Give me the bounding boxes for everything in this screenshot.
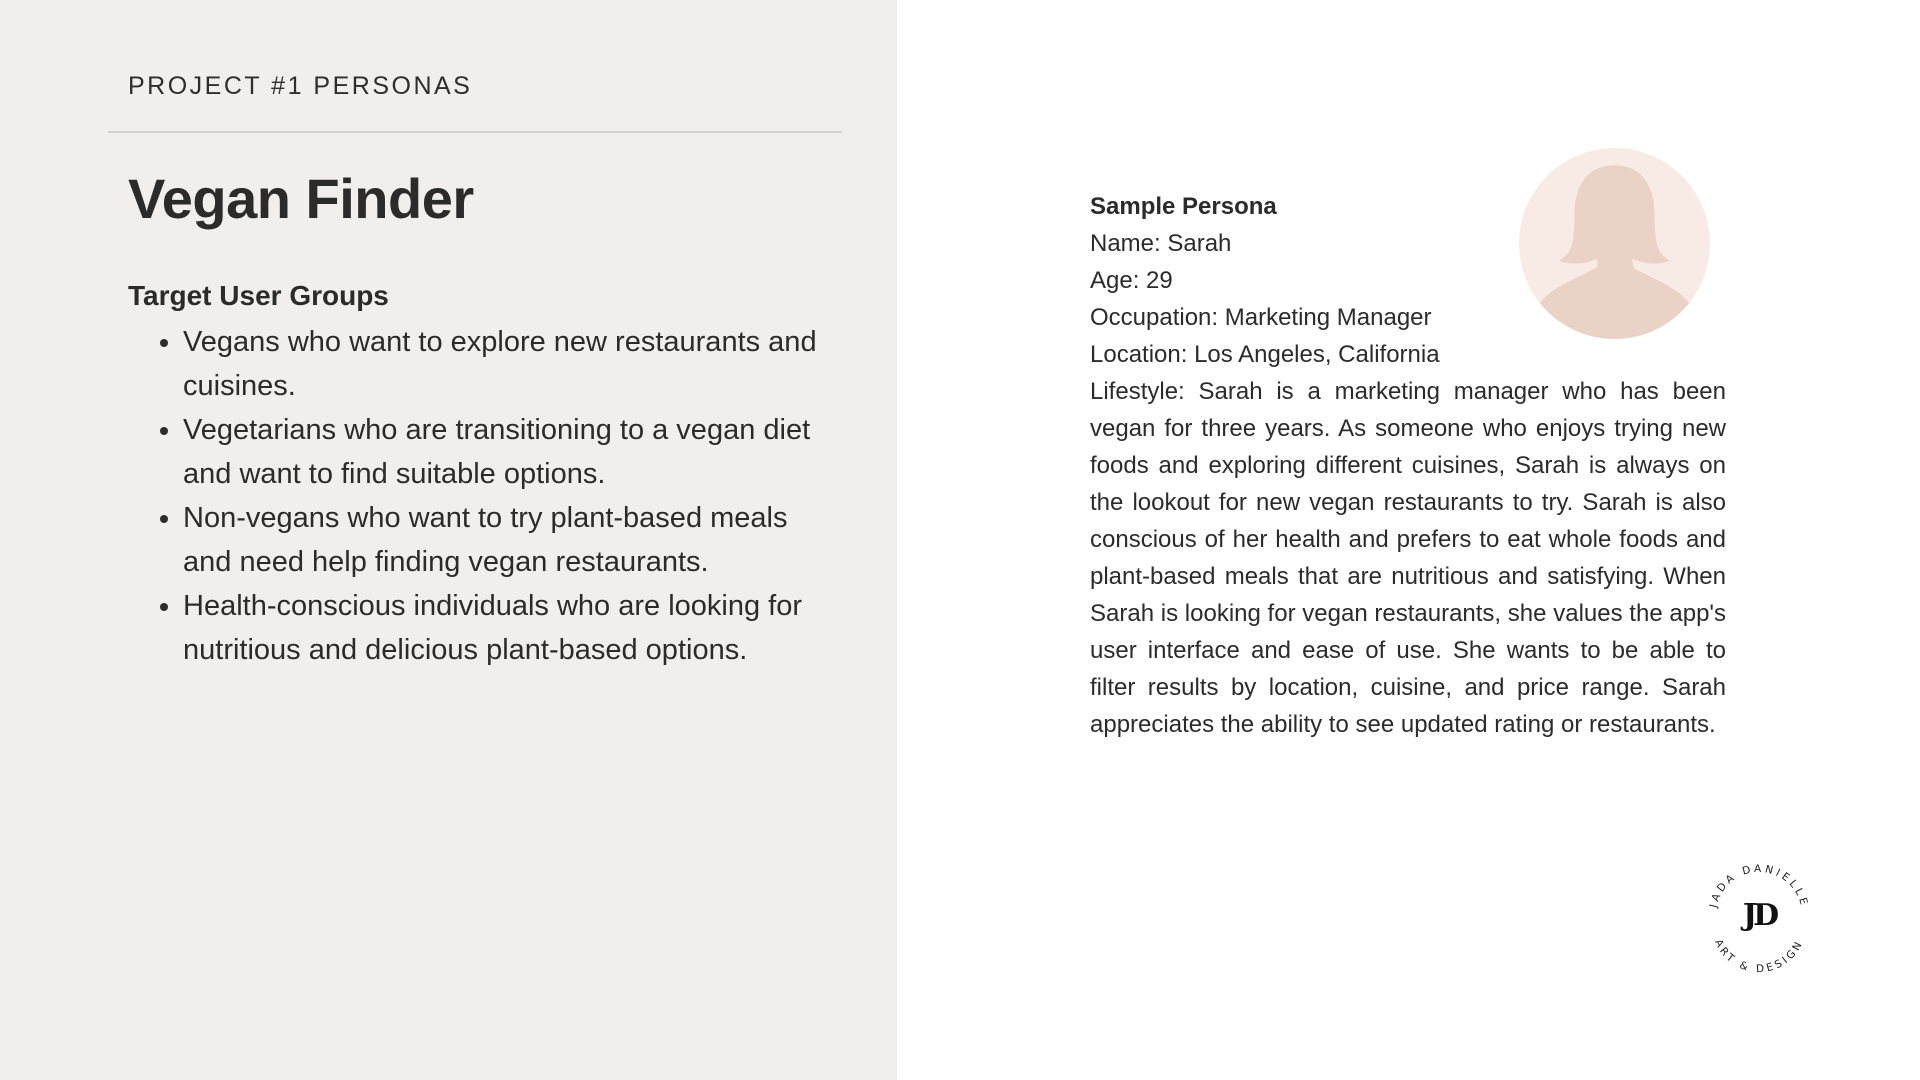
eyebrow-label: PROJECT #1 PERSONAS [128, 72, 473, 100]
list-item: • Vegans who want to explore new restaurants and cuisines. [183, 320, 843, 408]
target-groups-heading: Target User Groups [128, 280, 389, 311]
target-groups-list [128, 320, 843, 672]
left-panel [0, 0, 897, 1080]
logo-monogram: JD [1742, 898, 1776, 933]
persona-heading: Sample Persona [1090, 193, 1277, 220]
persona-occupation: Occupation: Marketing Manager [1090, 304, 1432, 331]
page-title: Vegan Finder [128, 167, 474, 230]
persona-age: Age: 29 [1090, 267, 1173, 294]
svg-text:ART & DESIGN [1712, 937, 1806, 975]
persona-lifestyle: Lifestyle: Sarah is a marketing manager who has been vegan for three years. As someone who enjoys trying new foods and exploring different cuisines, Sarah is always on the lookout for new vegan restaurants to try. Sarah is also conscious of her health and prefers to eat whole foods and plant-based meals that are nutritious and satisfying. When Sarah is looking for vegan restaurants, she values the app's user interface and ease of use. She wants to be able to filter results by location, cuisine, and price range. Sarah appreciates the ability to see updated rating or restaurants. [1090, 378, 1726, 738]
logo-top-text: JADA DANIELLE [1707, 862, 1811, 909]
persona-name: Name: Sarah [1090, 230, 1232, 257]
list-item: • Vegetarians who are transitioning to a vegan diet and want to find suitable options. [183, 408, 843, 496]
list-item: • Non-vegans who want to try plant-based meals and need help finding vegan restaurants. [183, 496, 843, 584]
female-avatar-icon [1519, 148, 1710, 339]
logo-bottom-text: ART & DESIGN [1712, 937, 1807, 976]
list-item: • Health-conscious individuals who are looking for nutritious and delicious plant-based options. [183, 584, 843, 672]
jada-danielle-logo [1694, 850, 1824, 980]
persona-location: Location: Los Angeles, California [1090, 341, 1440, 368]
divider [108, 131, 842, 133]
